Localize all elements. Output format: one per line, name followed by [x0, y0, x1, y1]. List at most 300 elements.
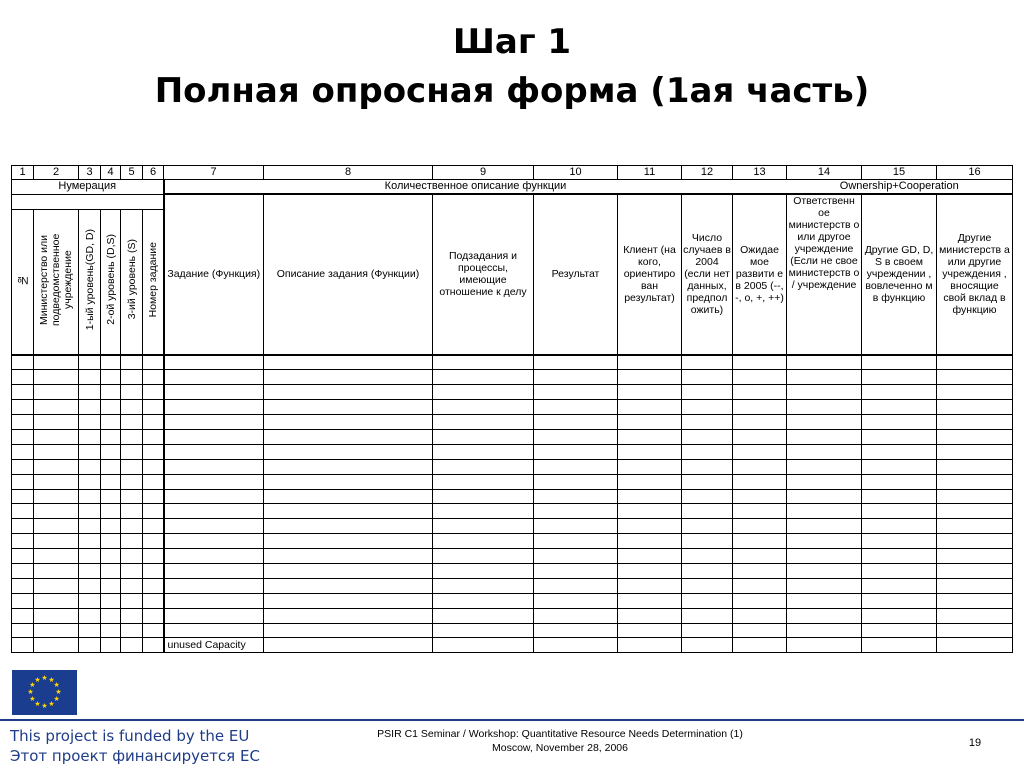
- table-cell[interactable]: [937, 400, 1013, 415]
- table-cell[interactable]: [121, 608, 143, 623]
- table-cell[interactable]: [79, 504, 101, 519]
- table-cell[interactable]: [12, 534, 34, 549]
- table-cell[interactable]: [733, 638, 787, 653]
- table-cell[interactable]: [618, 355, 682, 370]
- table-cell[interactable]: [264, 489, 433, 504]
- table-cell[interactable]: [34, 400, 79, 415]
- table-cell[interactable]: [12, 385, 34, 400]
- table-cell[interactable]: [79, 578, 101, 593]
- table-cell[interactable]: [433, 444, 534, 459]
- table-cell[interactable]: [787, 534, 862, 549]
- table-cell[interactable]: [34, 563, 79, 578]
- table-cell[interactable]: [34, 608, 79, 623]
- table-cell[interactable]: [34, 593, 79, 608]
- table-cell[interactable]: [534, 519, 618, 534]
- table-cell[interactable]: [101, 489, 121, 504]
- table-cell[interactable]: [534, 474, 618, 489]
- table-cell[interactable]: [862, 578, 937, 593]
- table-cell[interactable]: [34, 385, 79, 400]
- table-cell[interactable]: [12, 415, 34, 430]
- table-cell[interactable]: [682, 415, 733, 430]
- table-cell[interactable]: [787, 355, 862, 370]
- table-cell[interactable]: [733, 429, 787, 444]
- table-cell[interactable]: [682, 489, 733, 504]
- table-cell[interactable]: [618, 593, 682, 608]
- table-cell[interactable]: [862, 489, 937, 504]
- table-cell[interactable]: [164, 563, 264, 578]
- table-cell[interactable]: [618, 474, 682, 489]
- table-cell[interactable]: [143, 474, 164, 489]
- table-cell[interactable]: [12, 638, 34, 653]
- table-cell[interactable]: [862, 534, 937, 549]
- table-cell[interactable]: [862, 370, 937, 385]
- table-cell[interactable]: [79, 415, 101, 430]
- table-cell[interactable]: [534, 549, 618, 564]
- table-cell[interactable]: [682, 504, 733, 519]
- table-cell[interactable]: [101, 474, 121, 489]
- table-cell[interactable]: [79, 638, 101, 653]
- table-cell[interactable]: [79, 385, 101, 400]
- table-cell[interactable]: [164, 593, 264, 608]
- table-cell[interactable]: [34, 415, 79, 430]
- table-cell[interactable]: [682, 638, 733, 653]
- table-cell[interactable]: [143, 400, 164, 415]
- table-cell[interactable]: [101, 444, 121, 459]
- table-cell[interactable]: [618, 519, 682, 534]
- table-cell[interactable]: [618, 504, 682, 519]
- table-cell[interactable]: [101, 519, 121, 534]
- table-cell[interactable]: [12, 549, 34, 564]
- table-cell[interactable]: [264, 563, 433, 578]
- table-cell[interactable]: [34, 519, 79, 534]
- table-cell[interactable]: [733, 623, 787, 638]
- table-cell[interactable]: [618, 415, 682, 430]
- table-cell[interactable]: [121, 429, 143, 444]
- table-cell[interactable]: [143, 504, 164, 519]
- table-cell[interactable]: [937, 519, 1013, 534]
- table-cell[interactable]: [121, 534, 143, 549]
- table-cell[interactable]: [12, 459, 34, 474]
- table-cell[interactable]: [143, 385, 164, 400]
- table-cell[interactable]: [787, 370, 862, 385]
- table-cell[interactable]: [733, 415, 787, 430]
- table-cell[interactable]: [143, 563, 164, 578]
- table-cell[interactable]: [143, 593, 164, 608]
- table-cell[interactable]: [787, 474, 862, 489]
- table-cell[interactable]: [164, 504, 264, 519]
- table-cell[interactable]: [862, 355, 937, 370]
- table-cell[interactable]: [862, 519, 937, 534]
- table-cell[interactable]: [12, 429, 34, 444]
- table-cell[interactable]: [101, 623, 121, 638]
- table-cell[interactable]: [733, 370, 787, 385]
- table-cell[interactable]: [733, 519, 787, 534]
- table-cell[interactable]: [682, 593, 733, 608]
- table-cell[interactable]: [733, 444, 787, 459]
- table-cell[interactable]: [121, 563, 143, 578]
- table-cell[interactable]: [433, 608, 534, 623]
- table-cell[interactable]: [733, 549, 787, 564]
- table-cell[interactable]: [143, 489, 164, 504]
- table-cell[interactable]: [787, 459, 862, 474]
- table-cell[interactable]: [121, 444, 143, 459]
- table-cell[interactable]: [264, 400, 433, 415]
- table-cell[interactable]: [787, 429, 862, 444]
- table-cell[interactable]: [682, 623, 733, 638]
- table-cell[interactable]: [534, 608, 618, 623]
- table-cell[interactable]: [534, 429, 618, 444]
- table-cell[interactable]: [264, 385, 433, 400]
- table-cell[interactable]: [618, 578, 682, 593]
- table-cell[interactable]: [143, 429, 164, 444]
- table-cell[interactable]: [937, 638, 1013, 653]
- table-cell[interactable]: [34, 504, 79, 519]
- table-cell[interactable]: [143, 459, 164, 474]
- table-cell[interactable]: [937, 623, 1013, 638]
- table-cell[interactable]: [264, 370, 433, 385]
- table-cell[interactable]: [79, 519, 101, 534]
- table-cell[interactable]: [534, 623, 618, 638]
- table-cell[interactable]: [862, 608, 937, 623]
- table-cell[interactable]: [101, 549, 121, 564]
- table-cell[interactable]: [101, 400, 121, 415]
- table-cell[interactable]: [433, 474, 534, 489]
- table-cell[interactable]: [787, 519, 862, 534]
- table-cell[interactable]: [618, 459, 682, 474]
- table-cell[interactable]: [937, 593, 1013, 608]
- table-cell[interactable]: [787, 415, 862, 430]
- table-cell[interactable]: [862, 563, 937, 578]
- table-cell[interactable]: [79, 444, 101, 459]
- table-cell[interactable]: [79, 593, 101, 608]
- table-cell[interactable]: [101, 504, 121, 519]
- table-cell[interactable]: [121, 638, 143, 653]
- table-cell[interactable]: [733, 563, 787, 578]
- table-cell[interactable]: [121, 415, 143, 430]
- table-cell[interactable]: [164, 608, 264, 623]
- table-cell[interactable]: [733, 504, 787, 519]
- table-cell[interactable]: [12, 608, 34, 623]
- table-cell[interactable]: [682, 385, 733, 400]
- table-cell[interactable]: [12, 474, 34, 489]
- table-cell[interactable]: [264, 415, 433, 430]
- table-cell[interactable]: [264, 608, 433, 623]
- table-cell[interactable]: [143, 549, 164, 564]
- table-cell[interactable]: [264, 578, 433, 593]
- table-cell[interactable]: [143, 370, 164, 385]
- table-cell[interactable]: [433, 459, 534, 474]
- table-cell[interactable]: [862, 638, 937, 653]
- table-cell[interactable]: [433, 578, 534, 593]
- table-cell[interactable]: [433, 549, 534, 564]
- table-cell[interactable]: [143, 638, 164, 653]
- table-cell[interactable]: [787, 578, 862, 593]
- table-cell[interactable]: [79, 355, 101, 370]
- table-cell[interactable]: [787, 623, 862, 638]
- table-cell[interactable]: [164, 385, 264, 400]
- table-cell[interactable]: [121, 385, 143, 400]
- table-cell[interactable]: [862, 400, 937, 415]
- table-cell[interactable]: [143, 608, 164, 623]
- table-cell[interactable]: [733, 578, 787, 593]
- table-cell[interactable]: [121, 459, 143, 474]
- table-cell[interactable]: [733, 534, 787, 549]
- table-cell[interactable]: [143, 578, 164, 593]
- table-cell[interactable]: [733, 400, 787, 415]
- table-cell[interactable]: [937, 489, 1013, 504]
- table-cell[interactable]: [164, 534, 264, 549]
- table-cell[interactable]: [121, 549, 143, 564]
- table-cell[interactable]: [121, 400, 143, 415]
- table-cell[interactable]: [34, 623, 79, 638]
- table-cell[interactable]: [787, 504, 862, 519]
- table-cell[interactable]: [433, 489, 534, 504]
- table-cell[interactable]: [733, 355, 787, 370]
- table-cell[interactable]: [12, 519, 34, 534]
- table-cell[interactable]: [264, 519, 433, 534]
- table-cell[interactable]: [34, 459, 79, 474]
- table-cell[interactable]: [733, 459, 787, 474]
- table-cell[interactable]: [164, 429, 264, 444]
- table-cell[interactable]: [534, 459, 618, 474]
- table-cell[interactable]: [682, 355, 733, 370]
- table-cell[interactable]: [264, 355, 433, 370]
- table-cell[interactable]: [264, 623, 433, 638]
- table-cell[interactable]: [682, 563, 733, 578]
- table-cell[interactable]: [618, 534, 682, 549]
- table-cell[interactable]: [143, 355, 164, 370]
- table-cell[interactable]: [164, 415, 264, 430]
- table-cell[interactable]: [79, 608, 101, 623]
- table-cell[interactable]: [121, 474, 143, 489]
- table-cell[interactable]: [433, 504, 534, 519]
- table-cell[interactable]: [937, 578, 1013, 593]
- table-cell[interactable]: [937, 534, 1013, 549]
- table-cell[interactable]: [79, 623, 101, 638]
- table-cell[interactable]: [937, 608, 1013, 623]
- table-cell[interactable]: [534, 355, 618, 370]
- table-cell[interactable]: [433, 563, 534, 578]
- table-cell[interactable]: [101, 429, 121, 444]
- table-cell[interactable]: [101, 370, 121, 385]
- table-cell[interactable]: [164, 474, 264, 489]
- table-cell[interactable]: [534, 593, 618, 608]
- table-cell[interactable]: [101, 534, 121, 549]
- table-cell[interactable]: [787, 608, 862, 623]
- table-cell[interactable]: [164, 400, 264, 415]
- table-cell[interactable]: [12, 444, 34, 459]
- table-cell[interactable]: [79, 534, 101, 549]
- table-cell[interactable]: [433, 623, 534, 638]
- table-cell[interactable]: [143, 623, 164, 638]
- table-cell[interactable]: [862, 549, 937, 564]
- table-cell[interactable]: [34, 549, 79, 564]
- table-cell[interactable]: [164, 459, 264, 474]
- table-cell[interactable]: [12, 593, 34, 608]
- table-cell[interactable]: [618, 385, 682, 400]
- table-cell[interactable]: [862, 504, 937, 519]
- table-cell[interactable]: [862, 459, 937, 474]
- table-cell[interactable]: [101, 578, 121, 593]
- table-cell[interactable]: [264, 504, 433, 519]
- table-cell[interactable]: [12, 355, 34, 370]
- table-cell[interactable]: [79, 459, 101, 474]
- table-cell[interactable]: [121, 578, 143, 593]
- table-cell[interactable]: [101, 608, 121, 623]
- table-cell[interactable]: [34, 429, 79, 444]
- table-cell[interactable]: [534, 444, 618, 459]
- table-cell[interactable]: [618, 638, 682, 653]
- table-cell[interactable]: [937, 415, 1013, 430]
- table-cell[interactable]: [79, 474, 101, 489]
- table-cell[interactable]: [264, 534, 433, 549]
- table-cell[interactable]: [618, 563, 682, 578]
- table-cell[interactable]: [164, 489, 264, 504]
- table-cell[interactable]: [12, 370, 34, 385]
- table-cell[interactable]: [937, 549, 1013, 564]
- table-cell[interactable]: [534, 504, 618, 519]
- table-cell[interactable]: [79, 549, 101, 564]
- table-cell[interactable]: [682, 519, 733, 534]
- table-cell[interactable]: [733, 385, 787, 400]
- table-cell[interactable]: [164, 370, 264, 385]
- table-cell[interactable]: [101, 415, 121, 430]
- table-cell[interactable]: [682, 608, 733, 623]
- table-cell[interactable]: [264, 549, 433, 564]
- table-cell[interactable]: [433, 415, 534, 430]
- table-cell[interactable]: [618, 623, 682, 638]
- table-cell[interactable]: [79, 489, 101, 504]
- table-cell[interactable]: [101, 593, 121, 608]
- table-cell[interactable]: [937, 474, 1013, 489]
- table-cell[interactable]: [433, 429, 534, 444]
- table-cell[interactable]: [34, 534, 79, 549]
- table-cell[interactable]: [862, 385, 937, 400]
- table-cell[interactable]: [937, 459, 1013, 474]
- table-cell[interactable]: [787, 549, 862, 564]
- table-cell[interactable]: [264, 638, 433, 653]
- table-cell[interactable]: [79, 400, 101, 415]
- table-cell[interactable]: [79, 370, 101, 385]
- table-cell[interactable]: [12, 563, 34, 578]
- table-cell[interactable]: [164, 578, 264, 593]
- table-cell[interactable]: [682, 444, 733, 459]
- table-cell[interactable]: [264, 474, 433, 489]
- table-cell[interactable]: [787, 444, 862, 459]
- table-cell[interactable]: [682, 578, 733, 593]
- table-cell[interactable]: [534, 370, 618, 385]
- table-cell[interactable]: [34, 474, 79, 489]
- table-cell[interactable]: [121, 370, 143, 385]
- table-cell[interactable]: [682, 549, 733, 564]
- table-cell[interactable]: [534, 638, 618, 653]
- table-cell[interactable]: [121, 355, 143, 370]
- table-cell[interactable]: [534, 489, 618, 504]
- table-cell[interactable]: [733, 489, 787, 504]
- table-cell[interactable]: [787, 638, 862, 653]
- table-cell[interactable]: [682, 459, 733, 474]
- table-cell[interactable]: [433, 385, 534, 400]
- table-cell[interactable]: [534, 534, 618, 549]
- table-cell[interactable]: [787, 385, 862, 400]
- table-cell[interactable]: [12, 623, 34, 638]
- table-cell[interactable]: [682, 400, 733, 415]
- table-cell[interactable]: [433, 370, 534, 385]
- table-cell[interactable]: [164, 549, 264, 564]
- table-cell[interactable]: [862, 593, 937, 608]
- table-cell[interactable]: [121, 489, 143, 504]
- table-cell[interactable]: [682, 534, 733, 549]
- table-cell[interactable]: [618, 370, 682, 385]
- table-cell[interactable]: [264, 444, 433, 459]
- table-cell[interactable]: [534, 400, 618, 415]
- table-cell[interactable]: [164, 623, 264, 638]
- table-cell[interactable]: [12, 504, 34, 519]
- table-cell[interactable]: [34, 578, 79, 593]
- table-cell[interactable]: [937, 370, 1013, 385]
- table-cell[interactable]: [937, 504, 1013, 519]
- table-cell[interactable]: [937, 563, 1013, 578]
- table-cell[interactable]: [264, 593, 433, 608]
- table-cell[interactable]: [862, 623, 937, 638]
- table-cell[interactable]: [121, 504, 143, 519]
- table-cell[interactable]: [618, 608, 682, 623]
- table-cell[interactable]: [164, 444, 264, 459]
- table-cell[interactable]: [733, 593, 787, 608]
- table-cell[interactable]: [862, 429, 937, 444]
- table-cell[interactable]: [618, 444, 682, 459]
- table-cell[interactable]: [618, 400, 682, 415]
- table-cell[interactable]: [534, 563, 618, 578]
- table-cell[interactable]: [34, 355, 79, 370]
- table-cell[interactable]: [121, 623, 143, 638]
- table-cell[interactable]: [787, 563, 862, 578]
- table-cell[interactable]: [937, 444, 1013, 459]
- table-cell[interactable]: [433, 400, 534, 415]
- table-cell[interactable]: [682, 370, 733, 385]
- table-cell[interactable]: [34, 444, 79, 459]
- table-cell[interactable]: [618, 549, 682, 564]
- table-cell[interactable]: [34, 489, 79, 504]
- table-cell[interactable]: [79, 429, 101, 444]
- table-cell[interactable]: [937, 355, 1013, 370]
- table-cell[interactable]: [12, 489, 34, 504]
- table-cell[interactable]: [937, 429, 1013, 444]
- table-cell[interactable]: [143, 519, 164, 534]
- table-cell[interactable]: [862, 444, 937, 459]
- table-cell[interactable]: [12, 578, 34, 593]
- table-cell[interactable]: [143, 534, 164, 549]
- table-cell[interactable]: [79, 563, 101, 578]
- table-cell[interactable]: [733, 608, 787, 623]
- table-cell[interactable]: [264, 429, 433, 444]
- table-cell[interactable]: [12, 400, 34, 415]
- table-cell[interactable]: [433, 519, 534, 534]
- table-cell[interactable]: [101, 638, 121, 653]
- table-cell[interactable]: [433, 534, 534, 549]
- table-cell[interactable]: [787, 593, 862, 608]
- table-cell[interactable]: [862, 415, 937, 430]
- table-cell[interactable]: [121, 593, 143, 608]
- table-cell[interactable]: [862, 474, 937, 489]
- table-cell[interactable]: [534, 385, 618, 400]
- table-cell[interactable]: [682, 474, 733, 489]
- table-cell[interactable]: [143, 415, 164, 430]
- table-cell[interactable]: [101, 459, 121, 474]
- table-cell[interactable]: [34, 638, 79, 653]
- table-cell[interactable]: [534, 415, 618, 430]
- table-cell[interactable]: [433, 638, 534, 653]
